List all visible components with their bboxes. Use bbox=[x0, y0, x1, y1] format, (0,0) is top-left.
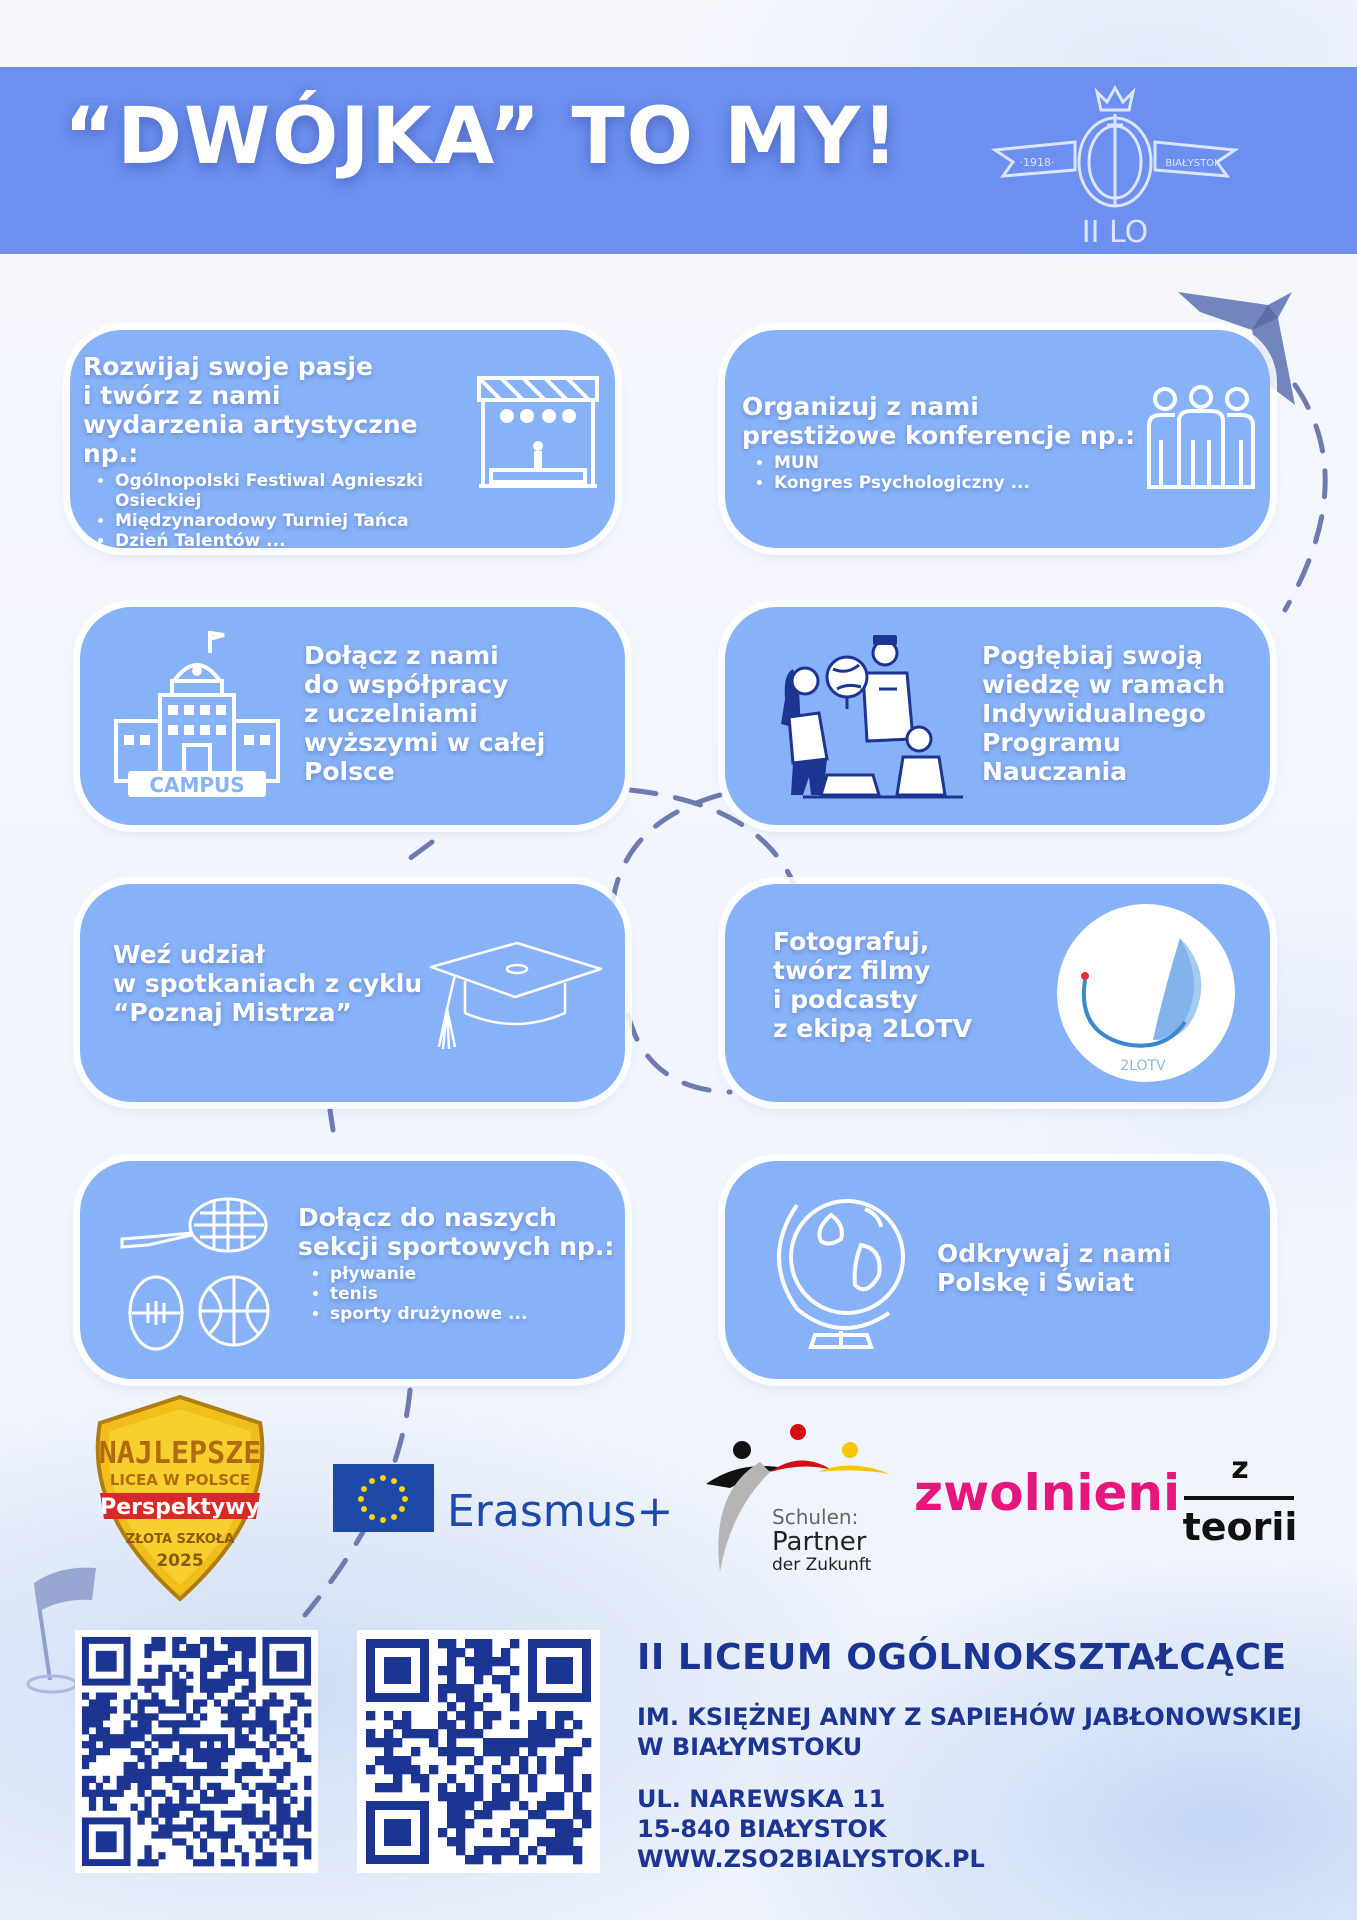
card-world-text bbox=[937, 1239, 1237, 1297]
zwolnieni-word: zwolnieni bbox=[914, 1464, 1181, 1522]
badge-sub-text: LICEA W POLSCE bbox=[109, 1471, 251, 1489]
badge-year-text: 2025 bbox=[156, 1551, 204, 1571]
card-conferences bbox=[725, 330, 1270, 548]
badge-top-text: NAJLEPSZE bbox=[98, 1436, 262, 1471]
list-item: • Ogólnopolski Festiwal Agnieszki Osieckiej bbox=[115, 471, 463, 511]
card-list bbox=[298, 1264, 618, 1324]
concert-stage-icon bbox=[475, 374, 601, 492]
list-item: • Kongres Psychologiczny ... bbox=[774, 473, 1142, 493]
list-item: • Dzień Talentów ... bbox=[115, 531, 463, 548]
zwolnieni-z-teorii-logo bbox=[910, 1440, 1300, 1550]
list-item: • tenis bbox=[330, 1284, 618, 1304]
card-heading: Rozwijaj swoje pasje i twórz z nami wydarzenia artystyczne np.: bbox=[83, 352, 418, 468]
zwolnieni-z: z bbox=[1231, 1451, 1249, 1486]
campus-building-icon bbox=[112, 629, 282, 799]
qr-code-left[interactable] bbox=[75, 1630, 318, 1873]
students-globe-icon bbox=[763, 629, 968, 799]
card-master-text bbox=[113, 940, 443, 1027]
crest-city: BIAŁYSTOK bbox=[1165, 158, 1221, 169]
pasch-line3: der Zukunft bbox=[772, 1555, 872, 1575]
card-heading: Pogłębiaj swoją wiedzę w ramach Indywidualnego Programu Nauczania bbox=[982, 641, 1226, 786]
card-heading: Odkrywaj z nami Polskę i Świat bbox=[937, 1239, 1172, 1297]
card-tv-text bbox=[773, 927, 1053, 1043]
school-crest-icon bbox=[985, 70, 1245, 250]
badge-ribbon-text: Perspektywy bbox=[100, 1495, 260, 1520]
people-group-icon bbox=[1145, 385, 1257, 490]
card-2lotv bbox=[725, 884, 1270, 1102]
zwolnieni-teorii: teorii bbox=[1182, 1505, 1298, 1549]
card-sports-text bbox=[298, 1203, 618, 1324]
card-universities bbox=[80, 607, 625, 825]
erasmus-plus-logo bbox=[333, 1462, 673, 1538]
card-sports bbox=[80, 1161, 625, 1379]
erasmus-text: Erasmus+ bbox=[447, 1486, 673, 1537]
globe-icon bbox=[771, 1185, 911, 1355]
card-artistic-events bbox=[70, 330, 615, 548]
card-heading: Organizuj z nami prestiżowe konferencje np.: bbox=[742, 392, 1136, 450]
pasch-schulen-logo bbox=[700, 1422, 900, 1582]
pasch-line2: Partner bbox=[772, 1527, 867, 1557]
school-website-link[interactable]: WWW.ZSO2BIALYSTOK.PL bbox=[637, 1845, 985, 1873]
graduation-cap-icon bbox=[425, 939, 605, 1069]
sports-balls-icon bbox=[118, 1191, 278, 1351]
card-heading: Fotografuj, twórz filmy i podcasty z ekipą 2LOTV bbox=[773, 927, 972, 1043]
card-world bbox=[725, 1161, 1270, 1379]
card-individual-program bbox=[725, 607, 1270, 825]
card-conferences-text bbox=[742, 392, 1142, 493]
list-item: • MUN bbox=[774, 453, 1142, 473]
pasch-line1: Schulen: bbox=[772, 1505, 859, 1529]
list-item: • pływanie bbox=[330, 1264, 618, 1284]
2lotv-logo-text: 2LOTV bbox=[1120, 1058, 1166, 1074]
school-info bbox=[637, 1637, 1337, 1874]
page-title: “DWÓJKA” TO MY! bbox=[64, 92, 900, 182]
card-heading: Dołącz do naszych sekcji sportowych np.: bbox=[298, 1203, 615, 1261]
qr-code-right[interactable] bbox=[357, 1630, 600, 1873]
crest-text: II LO bbox=[1081, 215, 1149, 250]
card-poznaj-mistrza bbox=[80, 884, 625, 1102]
2lotv-logo-icon bbox=[1055, 902, 1237, 1084]
school-patron-line2: W BIAŁYMSTOKU bbox=[637, 1733, 863, 1761]
badge-gold-text: ZŁOTA SZKOŁA bbox=[125, 1532, 235, 1547]
campus-label: CAMPUS bbox=[149, 773, 245, 797]
school-city: 15-840 BIAŁYSTOK bbox=[637, 1815, 887, 1843]
list-item: • sporty drużynowe ... bbox=[330, 1304, 618, 1324]
card-universities-text bbox=[304, 641, 604, 786]
card-artistic-text bbox=[83, 352, 463, 548]
perspektywy-badge-logo bbox=[80, 1393, 280, 1603]
crest-years: ·1918· bbox=[1019, 156, 1055, 169]
card-ipn-text bbox=[982, 641, 1262, 786]
card-heading: Dołącz z nami do współpracy z uczelniami wyższymi w całej Polsce bbox=[304, 641, 546, 786]
school-patron-line1: IM. KSIĘŻNEJ ANNY Z SAPIEHÓW JABŁONOWSKIEJ bbox=[637, 1703, 1302, 1731]
card-heading: Weź udział w spotkaniach z cyklu “Poznaj Mistrza” bbox=[113, 940, 423, 1027]
school-name: II LICEUM OGÓLNOKSZTAŁCĄCE bbox=[637, 1637, 1287, 1678]
card-list bbox=[742, 453, 1142, 493]
card-list bbox=[83, 471, 463, 548]
school-street: UL. NAREWSKA 11 bbox=[637, 1785, 886, 1813]
list-item: • Międzynarodowy Turniej Tańca bbox=[115, 511, 463, 531]
